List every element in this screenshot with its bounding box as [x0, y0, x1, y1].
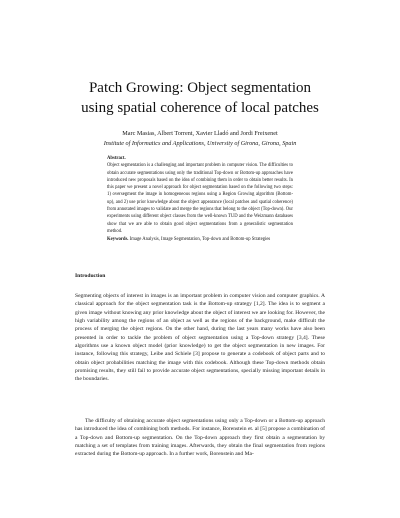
keywords-text: Image Analysis, Image Segmentation, Top-down and Bottom-up Strategies: [129, 237, 271, 243]
abstract-block: [107, 155, 293, 244]
abstract-heading: Abstract.: [107, 156, 126, 161]
keywords-label: Keywords.: [107, 237, 129, 243]
title-line-1: Patch Growing: Object segmentation: [88, 80, 312, 96]
paper-title: [40, 78, 360, 118]
abstract-text: Object segmentation is a challenging and important problem in computer vision. The difficulties to obtain accurate segmentations using only the traditional Top-down or Bottom-up approaches have introduced new proposals based on the idea of combining them in order to obtain better results. In this paper we present a novel approach for object segmentation based on the following two steps: 1) oversegment the image in homogeneous regions using a Region Growing algorithm (Bottom-up), and 2) use prior knowledge about the object appearance (local patches and spatial coherence) from annotated images to validate and merge the regions that belong to the object (Top-down). Our experiments using different object classes from the well-known TUD and the Weizmann databases show that we are able to obtain good object segmentations from a generalistic segmentation method.: [107, 163, 293, 234]
author-list: Marc Masias, Albert Torrent, Xavier Lladó and Jordi Freixenet: [122, 130, 278, 137]
affiliation: Institute of Informatics and Applications, University of Girona, Girona, Spain: [103, 140, 297, 147]
body-paragraph-2: The difficulty of obtaining accurate object segmentations using only a Top-down or a Bottom-up approach has introduced the idea of combining both methods. For instance, Borenstein et. al [5] propose a combination of a Top-down and Bottom-up segmentation. On the Top-down approach they first obtain a segmentation by matching a set of templates from training images. Afterwards, they obtain the final segmentation from regions extracted during the Bottom-up approach. In a further work, Borenstein and Ma-: [75, 418, 325, 458]
title-line-2: using spatial coherence of local patches: [81, 100, 319, 116]
body-paragraph-1: Segmenting objects of interest in images is an important problem in computer vision and computer graphics. A classical approach for the object segmentation task is the Bottom-up strategy [1,2]. The idea is to segment a given image without knowing any prior knowledge about the object of interest we are looking for. However, the high variability among the regions of an object as well as the regions of the background, make difficult the process of merging the object regions. On the other hand, during the last years many works have also been presented in order to tackle the problem of object segmentation using a Top-down strategy [3,4]. These algorithms use a known object model (prior knowledge) to get the object segmentation in new images. For instance, following this strategy, Leibe and Schiele [3] propose to generate a codebook of object parts and to obtain object probabilities matching the image with this codebook. Although these Top-down methods obtain promising results, they still fail to provide accurate object segmentations, specially missing important details in the boundaries.: [75, 293, 325, 383]
keywords-line: [107, 236, 293, 243]
section-heading-introduction: Introduction: [75, 273, 106, 279]
